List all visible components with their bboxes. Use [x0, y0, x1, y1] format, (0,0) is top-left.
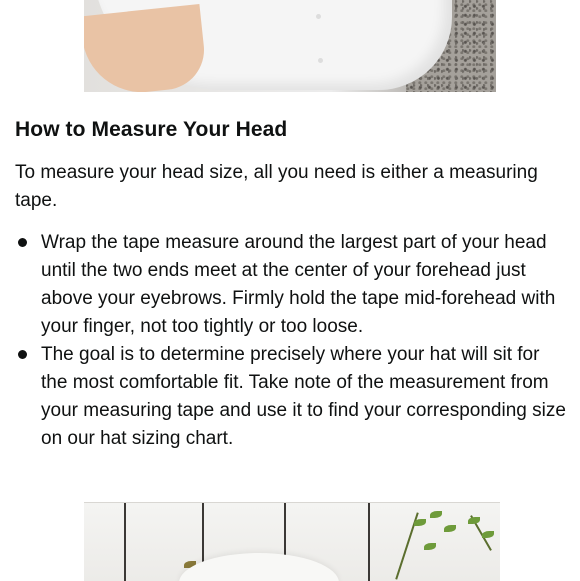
intro-paragraph: To measure your head size, all you need is either a measuring tape.	[15, 162, 538, 211]
section-heading: How to Measure Your Head	[15, 118, 288, 141]
instruction-list	[15, 229, 571, 453]
leaf	[424, 543, 436, 550]
list-item	[15, 341, 571, 453]
fence-slat	[124, 503, 126, 581]
leaf	[444, 525, 456, 532]
leaf	[414, 519, 426, 526]
leaf	[482, 531, 494, 538]
arm	[84, 4, 208, 92]
leaf	[430, 511, 442, 518]
shirt-button	[318, 58, 323, 63]
shirt-button	[316, 14, 321, 19]
fence-slat	[368, 503, 370, 581]
leaf	[468, 517, 480, 524]
bullet-icon	[18, 238, 27, 247]
product-photo-bottom	[84, 502, 500, 581]
list-item	[15, 229, 571, 341]
list-item-text: The goal is to determine precisely where your hat will sit for the most comfortable fit. Take note of the measurement from your measuring tape and use it to find your corresponding size on our hat sizing chart.	[41, 344, 566, 449]
bullet-icon	[18, 350, 27, 359]
product-photo-top	[84, 0, 496, 92]
list-item-text: Wrap the tape measure around the largest part of your head until the two ends meet at the center of your forehead just above your eyebrows. Firmly hold the tape mid-forehead with your finger, not too tightly or too loose.	[41, 232, 556, 337]
